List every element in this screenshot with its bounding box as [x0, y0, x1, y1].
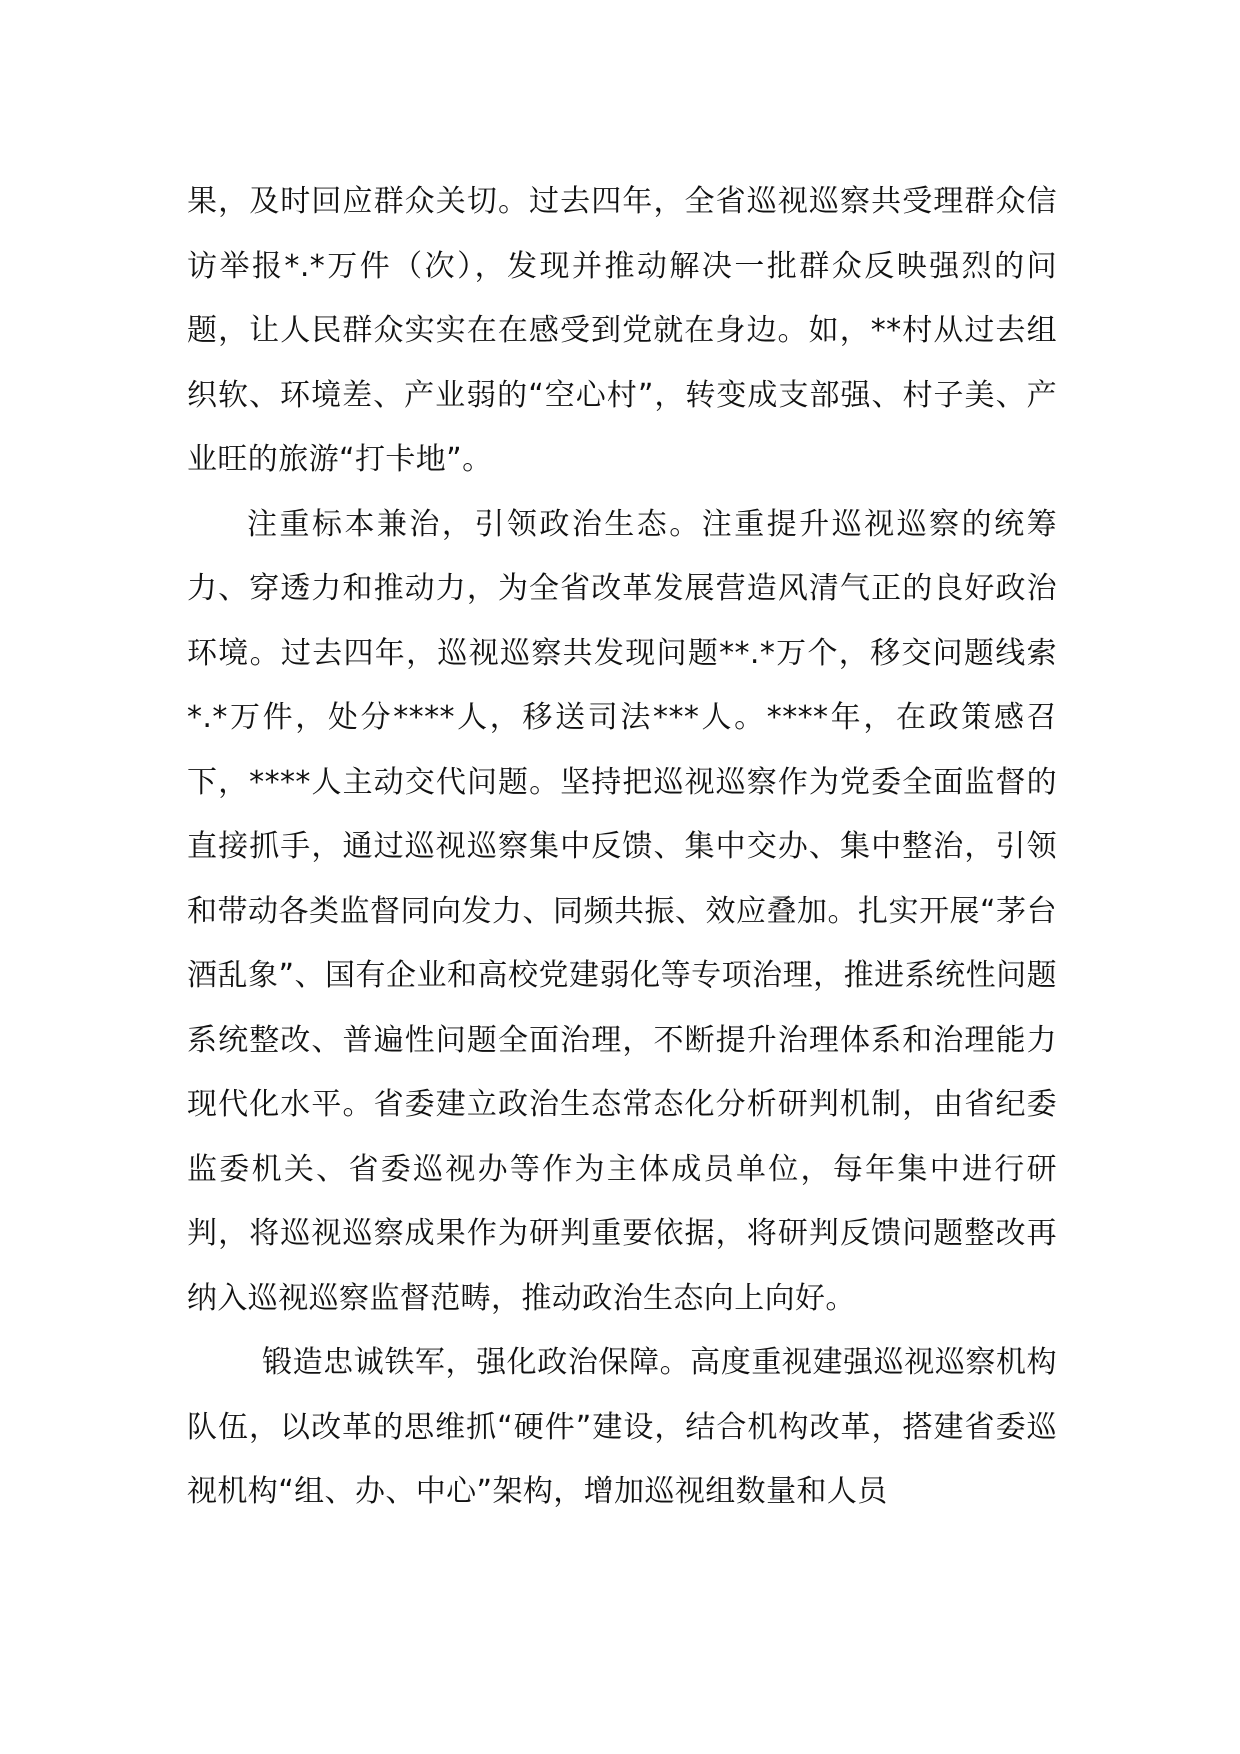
paragraph-1: 果，及时回应群众关切。过去四年，全省巡视巡察共受理群众信访举报*.*万件（次），发现并推动解决一批群众反映强烈的问题，让人民群众实实在在感受到党就在身边。如，**村从过去组织软、环境差、产业弱的“空心村”，转变成支部强、村子美、产业旺的旅游“打卡地”。 [187, 184, 1057, 477]
document-body [187, 170, 1057, 1525]
paragraph-3: 锻造忠诚铁军，强化政治保障。高度重视建强巡视巡察机构队伍，以改革的思维抓“硬件”建设，结合机构改革，搭建省委巡视机构“组、办、中心”架构，增加巡视组数量和人员 [187, 1345, 1057, 1509]
paragraph-2: 注重标本兼治，引领政治生态。注重提升巡视巡察的统筹力、穿透力和推动力，为全省改革发展营造风清气正的良好政治环境。过去四年，巡视巡察共发现问题**.*万个，移交问题线索*.*万件，处分****人，移送司法***人。****年，在政策感召下，****人主动交代问题。坚持把巡视巡察作为党委全面监督的直接抓手，通过巡视巡察集中反馈、集中交办、集中整治，引领和带动各类监督同向发力、同频共振、效应叠加。扎实开展“茅台酒乱象”、国有企业和高校党建弱化等专项治理，推进系统性问题系统整改、普遍性问题全面治理，不断提升治理体系和治理能力现代化水平。省委建立政治生态常态化分析研判机制，由省纪委监委机关、省委巡视办等作为主体成员单位，每年集中进行研判，将巡视巡察成果作为研判重要依据，将研判反馈问题整改再纳入巡视巡察监督范畴，推动政治生态向上向好。 [187, 506, 1057, 1316]
